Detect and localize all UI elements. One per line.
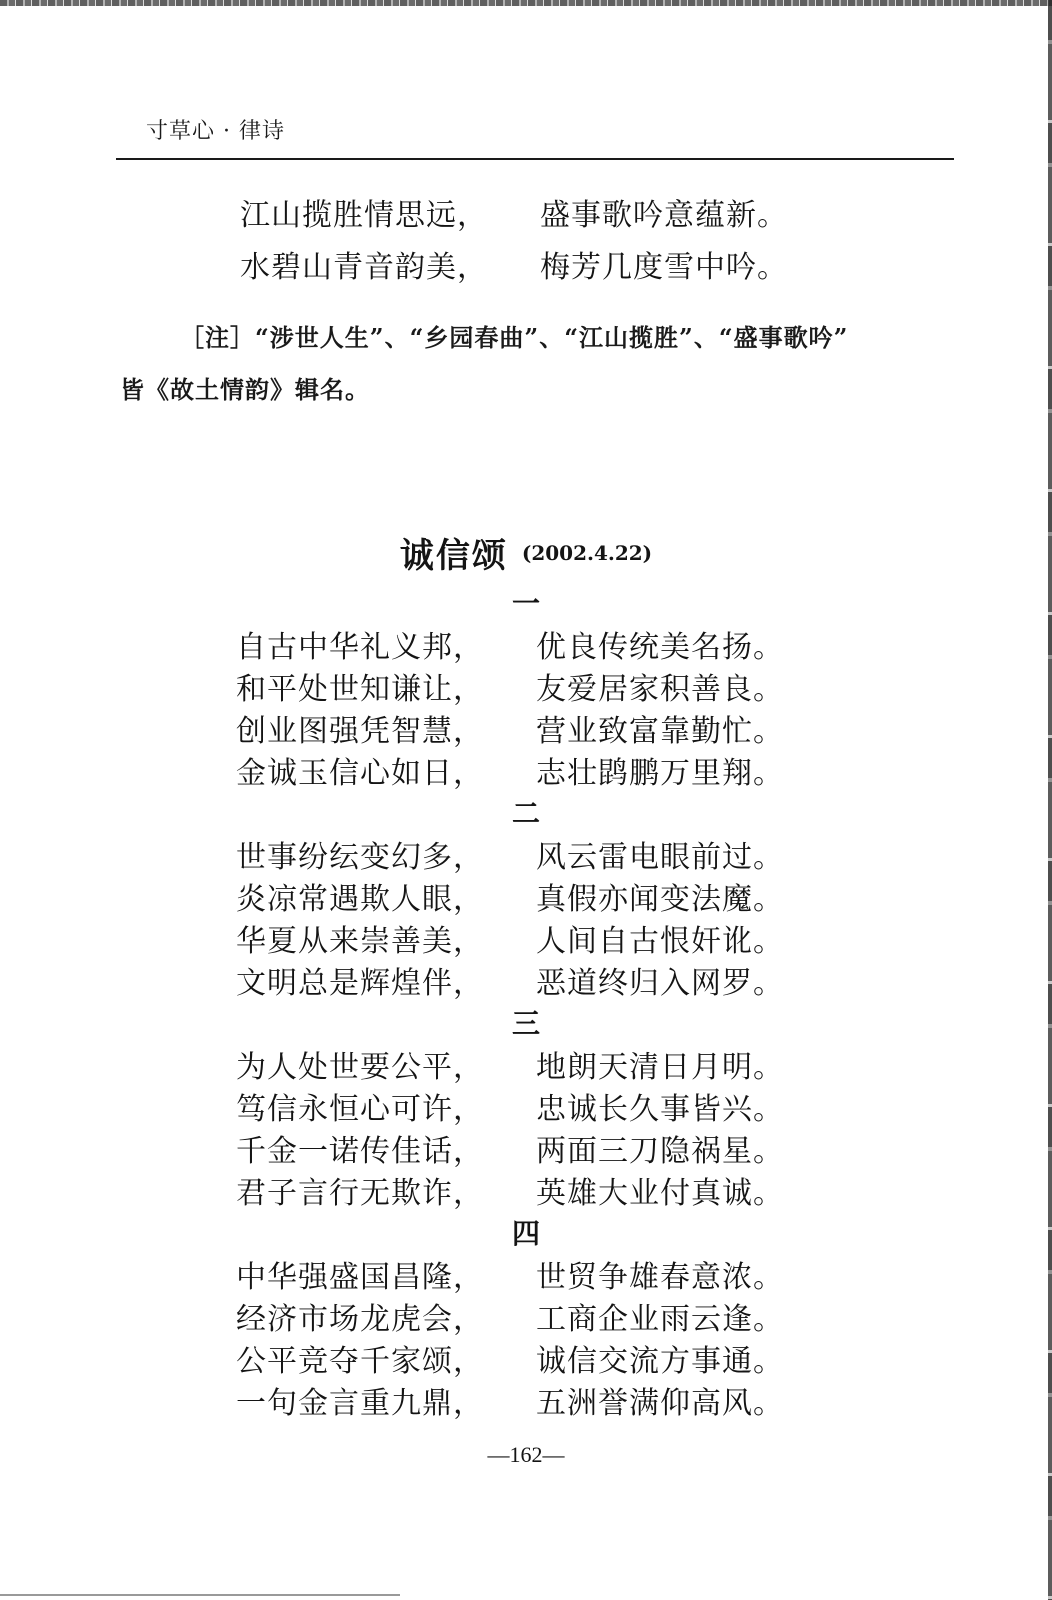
poem-line bbox=[0, 1384, 1052, 1424]
line-first-half: 笃信永恒心可许， bbox=[236, 1092, 484, 1127]
line-second-half: 忠诚长久事皆兴。 bbox=[536, 1092, 784, 1127]
poem-line bbox=[0, 670, 1052, 710]
line-second-half: 恶道终归入网罗。 bbox=[536, 966, 784, 1001]
page-number: —162— bbox=[487, 1442, 565, 1467]
poem-line bbox=[0, 1174, 1052, 1214]
line-first-half: 千金一诺传佳话， bbox=[236, 1134, 484, 1169]
prev-poem-line-1 bbox=[0, 196, 1052, 236]
poem-line bbox=[0, 712, 1052, 752]
line-first-half: 一句金言重九鼎， bbox=[236, 1386, 484, 1421]
line-second-half: 世贸争雄春意浓。 bbox=[536, 1260, 784, 1295]
line-first-half: 水碧山青音韵美， bbox=[240, 250, 488, 285]
poem-line bbox=[0, 1258, 1052, 1298]
section-number: 二 bbox=[511, 797, 540, 830]
running-header: 寸草心 · 律诗 bbox=[146, 119, 285, 144]
poem-line bbox=[0, 880, 1052, 920]
line-second-half: 风云雷电眼前过。 bbox=[536, 840, 784, 875]
line-second-half: 五洲誉满仰高风。 bbox=[536, 1386, 784, 1421]
poem-line bbox=[0, 1342, 1052, 1382]
note-line-1: ［注］“涉世人生”、“乡园春曲”、“江山揽胜”、“盛事歌吟” bbox=[180, 323, 849, 352]
poem-line bbox=[0, 922, 1052, 962]
line-first-half: 中华强盛国昌隆， bbox=[236, 1260, 484, 1295]
poem-line bbox=[0, 754, 1052, 794]
line-first-half: 和平处世知谦让， bbox=[236, 672, 484, 707]
line-first-half: 经济市场龙虎会， bbox=[236, 1302, 484, 1337]
line-first-half: 为人处世要公平， bbox=[236, 1050, 484, 1085]
section-number: 一 bbox=[511, 587, 540, 620]
scan-edge-top bbox=[0, 0, 1052, 6]
poem-line bbox=[0, 1090, 1052, 1130]
line-first-half: 文明总是辉煌伴， bbox=[236, 966, 484, 1001]
line-second-half: 营业致富靠勤忙。 bbox=[536, 714, 784, 749]
line-first-half: 世事纷纭变幻多， bbox=[236, 840, 484, 875]
header-rule bbox=[116, 158, 954, 160]
line-second-half: 梅芳几度雪中吟。 bbox=[540, 250, 788, 285]
line-first-half: 君子言行无欺诈， bbox=[236, 1176, 484, 1211]
line-first-half: 创业图强凭智慧， bbox=[236, 714, 484, 749]
poem-line bbox=[0, 1048, 1052, 1088]
poem-line bbox=[0, 1132, 1052, 1172]
section-number: 四 bbox=[511, 1217, 540, 1250]
line-second-half: 盛事歌吟意蕴新。 bbox=[540, 198, 788, 233]
line-first-half: 金诚玉信心如日， bbox=[236, 756, 484, 791]
scan-edge-bottom bbox=[0, 1594, 400, 1596]
line-second-half: 地朗天清日月明。 bbox=[536, 1050, 784, 1085]
line-second-half: 人间自古恨奸讹。 bbox=[536, 924, 784, 959]
line-first-half: 炎凉常遇欺人眼， bbox=[236, 882, 484, 917]
prev-poem-line-2 bbox=[0, 248, 1052, 288]
line-second-half: 英雄大业付真诚。 bbox=[536, 1176, 784, 1211]
line-second-half: 志壮鹍鹏万里翔。 bbox=[536, 756, 784, 791]
poem-line bbox=[0, 838, 1052, 878]
poem-heading bbox=[0, 528, 1052, 578]
line-first-half: 自古中华礼义邦， bbox=[236, 630, 484, 665]
line-first-half: 公平竞夺千家颂， bbox=[236, 1344, 484, 1379]
line-second-half: 真假亦闻变法魔。 bbox=[536, 882, 784, 917]
section-number: 三 bbox=[511, 1007, 540, 1040]
line-second-half: 诚信交流方事通。 bbox=[536, 1344, 784, 1379]
line-second-half: 两面三刀隐祸星。 bbox=[536, 1134, 784, 1169]
line-second-half: 优良传统美名扬。 bbox=[536, 630, 784, 665]
poem-line bbox=[0, 628, 1052, 668]
line-second-half: 工商企业雨云逢。 bbox=[536, 1302, 784, 1337]
poem-line bbox=[0, 964, 1052, 1004]
line-first-half: 江山揽胜情思远， bbox=[240, 198, 488, 233]
poem-title: 诚信颂 bbox=[399, 536, 508, 576]
poem-line bbox=[0, 1300, 1052, 1340]
line-first-half: 华夏从来崇善美， bbox=[236, 924, 484, 959]
line-second-half: 友爱居家积善良。 bbox=[536, 672, 784, 707]
note-line-2: 皆《故土情韵》辑名。 bbox=[120, 375, 370, 404]
poem-date: (2002.4.22) bbox=[521, 540, 653, 565]
